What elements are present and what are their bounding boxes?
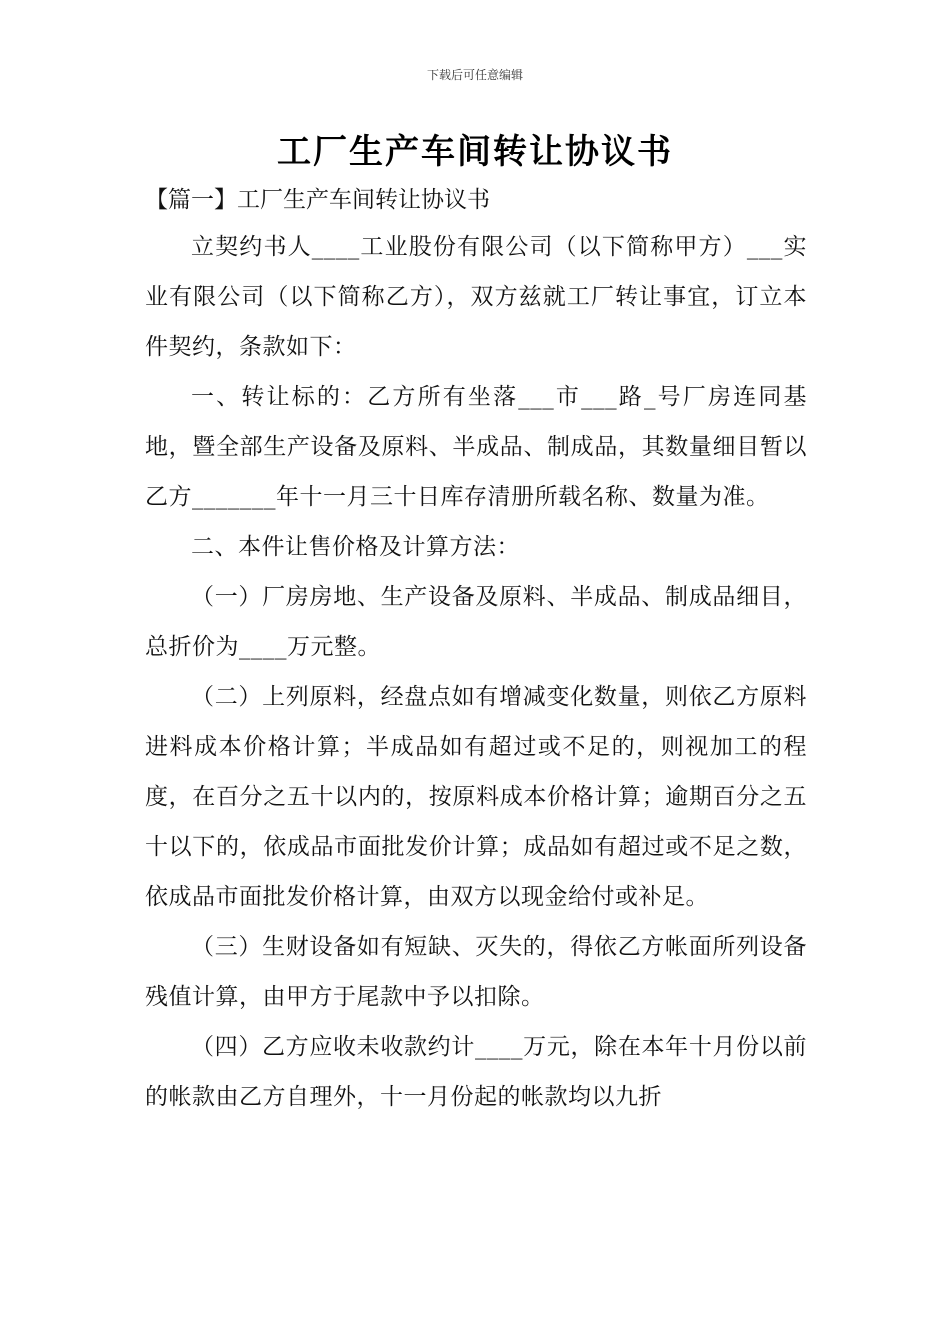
paragraph-clause-1: 一、转让标的：乙方所有坐落___市___路_号厂房连同基地，暨全部生产设备及原料、半成品、制成品，其数量细目暂以乙方_______年十一月三十日库存清册所载名称、数量为准。 [145, 384, 807, 510]
paragraph-clause-2-3: （三）生财设备如有短缺、灭失的，得依乙方帐面所列设备残值计算，由甲方于尾款中予以扣除。 [145, 934, 807, 1010]
document-body [145, 178, 807, 1122]
section-heading: 【篇一】工厂生产车间转让协议书 [145, 187, 490, 213]
paragraph-clause-2-1: （一）厂房房地、生产设备及原料、半成品、制成品细目，总折价为____万元整。 [145, 584, 807, 660]
paragraph-parties: 立契约书人____工业股份有限公司（以下简称甲方）___实业有限公司（以下简称乙方），双方兹就工厂转让事宜，订立本件契约，条款如下： [145, 234, 807, 360]
header-note: 下载后可任意编辑 [426, 68, 523, 82]
paragraph-clause-2-4: （四）乙方应收未收款约计____万元，除在本年十月份以前的帐款由乙方自理外，十一月份起的帐款均以九折 [145, 1034, 807, 1110]
document-title: 工厂生产车间转让协议书 [277, 132, 673, 172]
paragraph-clause-2-2: （二）上列原料，经盘点如有增减变化数量，则依乙方原料进料成本价格计算；半成品如有超过或不足的，则视加工的程度，在百分之五十以内的，按原料成本价格计算；逾期百分之五十以下的，依成品市面批发价计算；成品如有超过或不足之数，依成品市面批发价格计算，由双方以现金给付或补足。 [145, 684, 807, 910]
paragraph-clause-2: 二、本件让售价格及计算方法： [191, 534, 520, 560]
